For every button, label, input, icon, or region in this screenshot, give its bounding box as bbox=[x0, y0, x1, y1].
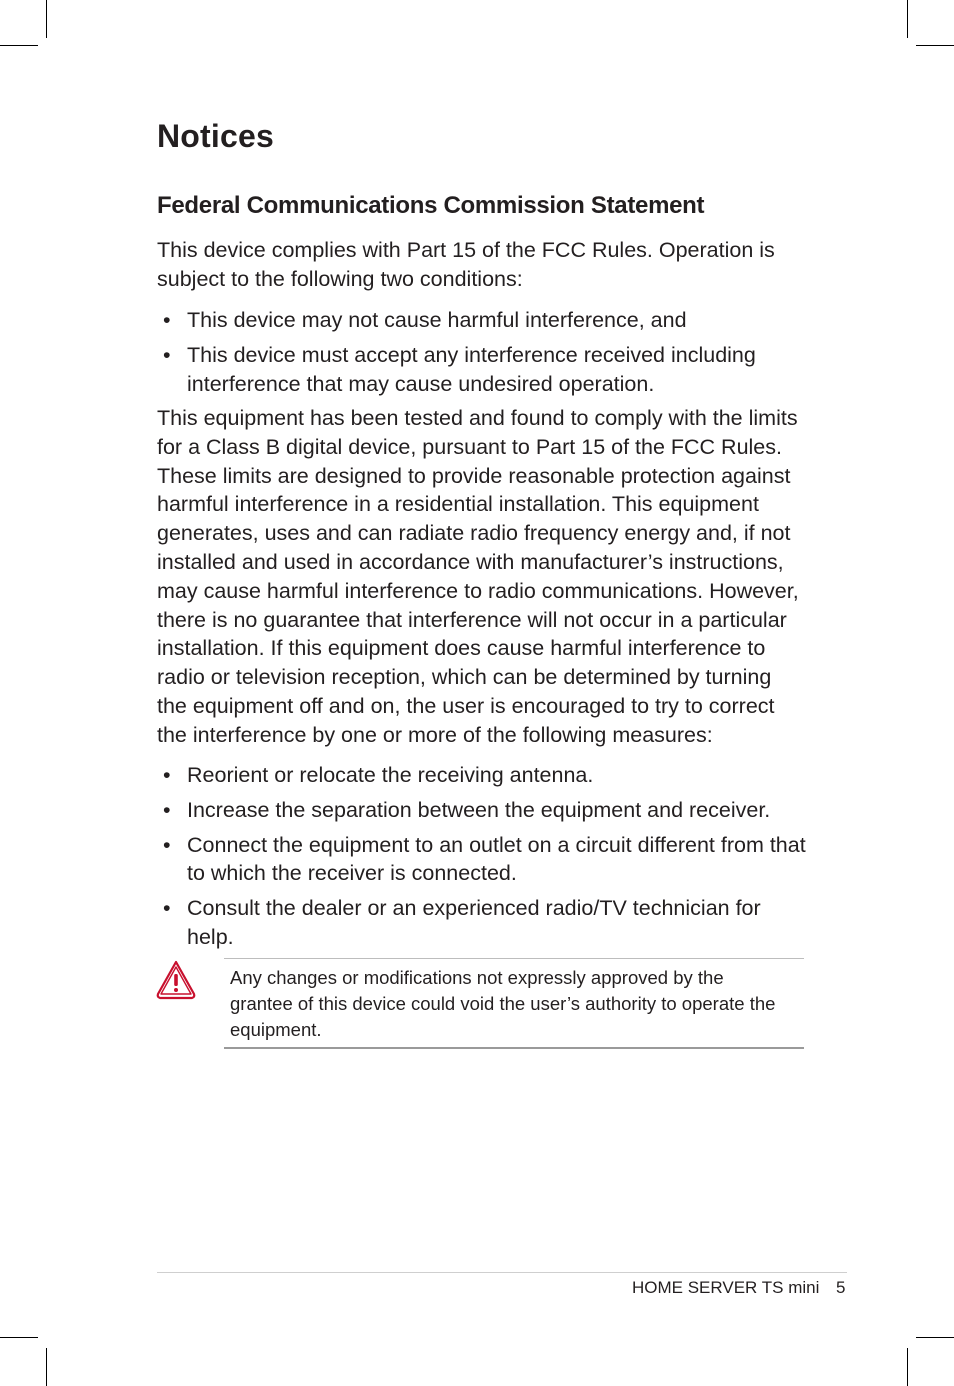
crop-mark bbox=[916, 1337, 954, 1338]
measures-list bbox=[157, 761, 807, 958]
list-item bbox=[157, 894, 807, 952]
measure-text: Connect the equipment to an outlet on a circuit different from that to which the receiver is connected. bbox=[187, 832, 806, 886]
crop-mark bbox=[0, 45, 38, 46]
bullet-glyph: • bbox=[163, 832, 171, 857]
bullet-glyph: • bbox=[163, 342, 171, 367]
conditions-list bbox=[157, 306, 807, 404]
page-number: 5 bbox=[836, 1278, 846, 1297]
crop-mark bbox=[907, 1348, 908, 1386]
crop-mark bbox=[46, 0, 47, 38]
condition-text: This device must accept any interference received including interference that may cause undesired operation. bbox=[187, 342, 756, 396]
footer-product-name: HOME SERVER TS mini bbox=[632, 1278, 820, 1297]
section-heading: Federal Communications Commission Statement bbox=[157, 192, 705, 219]
crop-mark bbox=[907, 0, 908, 38]
footer-divider bbox=[157, 1272, 847, 1273]
bullet-glyph: • bbox=[163, 797, 171, 822]
list-item bbox=[157, 341, 807, 399]
body-paragraph: This equipment has been tested and found to comply with the limits for a Class B digital device, pursuant to Part 15 of the FCC Rules. These limits are designed to provide reasonable protection against harmful interference in a residential installation. This equipment generates, uses and can radiate radio frequency energy and, if not installed and used in accordance with manufacturer’s instructions, may cause harmful interference to radio communications. However, there is no guarantee that interference will not occur in a particular installation. If this equipment does cause harmful interference to radio or television reception, which can be determined by turning the equipment off and on, the user is encouraged to try to correct the interference by one or more of the following measures: bbox=[157, 406, 799, 747]
list-item bbox=[157, 306, 807, 335]
intro-paragraph: This device complies with Part 15 of the FCC Rules. Operation is subject to the following two conditions: bbox=[157, 238, 775, 291]
list-item bbox=[157, 761, 807, 790]
crop-mark bbox=[46, 1348, 47, 1386]
caution-note-text: Any changes or modifications not expressly approved by the grantee of this device could void the user’s authority to operate the equipment. bbox=[230, 967, 776, 1040]
measure-text: Reorient or relocate the receiving antenna. bbox=[187, 763, 594, 787]
list-item bbox=[157, 796, 807, 825]
list-item bbox=[157, 831, 807, 889]
warning-triangle-icon bbox=[155, 958, 197, 1002]
crop-mark bbox=[916, 45, 954, 46]
page-title: Notices bbox=[157, 118, 274, 154]
condition-text: This device may not cause harmful interference, and bbox=[187, 308, 687, 332]
bullet-glyph: • bbox=[163, 763, 171, 787]
bullet-glyph: • bbox=[163, 308, 171, 332]
bullet-glyph: • bbox=[163, 896, 171, 921]
measure-text: Consult the dealer or an experienced radio/TV technician for help. bbox=[187, 896, 761, 949]
caution-note bbox=[224, 958, 804, 1049]
crop-mark bbox=[0, 1337, 38, 1338]
measure-text: Increase the separation between the equipment and receiver. bbox=[187, 797, 771, 822]
